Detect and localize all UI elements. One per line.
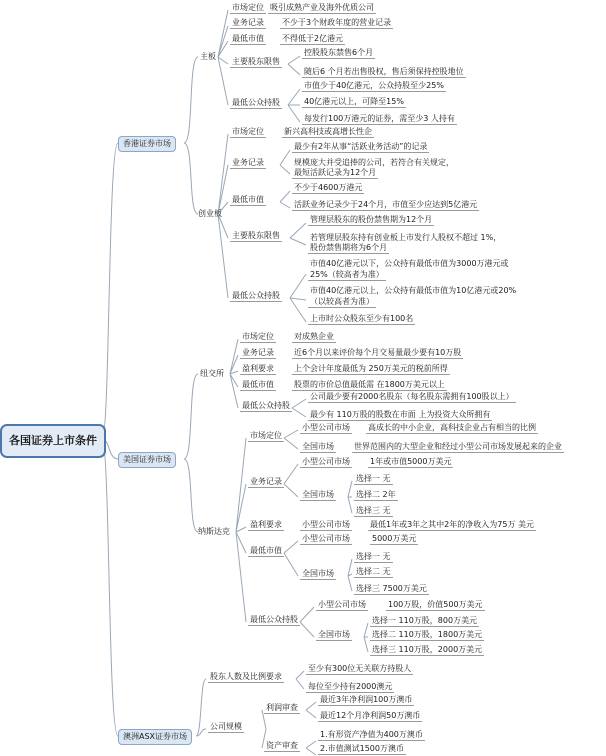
- nyse-record-value: 近6个月以来评价每个月交易量最少要有10万股: [294, 348, 462, 357]
- nyse-cap-label[interactable]: 最低市值: [242, 380, 274, 389]
- root-topic[interactable]: 各国证券上市条件: [0, 424, 106, 458]
- au-market-node[interactable]: 澳洲ASX证券市场: [118, 729, 192, 745]
- hk-main-cap-value: 不得低于2亿港元: [282, 34, 344, 43]
- nasdaq-float-small-value: 100万股，价值500万美元: [388, 600, 483, 609]
- nasdaq-float-option-2: 选择二 110万股，1800万美元: [372, 630, 483, 639]
- hk-main-lock-value-1: 控股股东禁售6个月: [304, 48, 374, 57]
- hk-main-float-value-2: 40亿港元以上，可降至15%: [304, 97, 404, 106]
- au-shareholder-value-1: 至少有300位无关联方持股人: [308, 664, 412, 673]
- hk-gem-position-value: 新兴高科技或高增长性企: [284, 127, 372, 136]
- us-nyse-node[interactable]: 纽交所: [200, 369, 224, 378]
- nasdaq-cap-option-2: 选择二 无: [356, 567, 391, 576]
- nyse-cap-value: 股票的市价总值最低需 在1800万美元以上: [294, 380, 445, 389]
- hk-gem-lock-label[interactable]: 主要股东限售: [232, 231, 280, 240]
- hk-gem-record-label[interactable]: 业务记录: [232, 158, 264, 167]
- nasdaq-cap-option-3: 选择三 7500万美元: [356, 584, 427, 593]
- nasdaq-record-global-label[interactable]: 全国市场: [302, 490, 334, 499]
- hk-main-record-label[interactable]: 业务记录: [232, 18, 264, 27]
- au-asset-label[interactable]: 资产审查: [266, 741, 298, 750]
- hk-gem-float-value-2: 25%（较高者为准）: [310, 270, 384, 279]
- au-asset-value-2: 2.市值测试1500万澳币: [320, 744, 404, 753]
- hk-gem-lock-value-2: 若管理层股东持有创业板上市发行人股权不超过 1%，: [310, 233, 502, 242]
- nyse-position-label[interactable]: 市场定位: [242, 332, 274, 341]
- au-asset-value-1: 1.有形资产净值为400万澳币: [320, 730, 423, 739]
- hk-main-position-value: 吸引成熟产业及海外优质公司: [270, 3, 374, 12]
- nasdaq-record-option-2: 选择二 2年: [356, 490, 396, 499]
- nasdaq-record-small-value: 1年或市值5000万美元: [370, 457, 452, 466]
- nasdaq-cap-label[interactable]: 最低市值: [250, 546, 282, 555]
- nasdaq-record-option-3: 选择三 无: [356, 506, 391, 515]
- nasdaq-profit-label[interactable]: 盈利要求: [250, 520, 282, 529]
- hk-main-lock-value-2: 随后6 个月若出售股权，售后须保持控股地位: [304, 67, 464, 76]
- nyse-profit-value: 上个会计年度最低为 250万美元的税前所得: [294, 364, 448, 373]
- hk-main-cap-label[interactable]: 最低市值: [232, 34, 264, 43]
- hk-main-float-value-1: 市值少于40亿港元，公众持股至少25%: [304, 81, 444, 90]
- nasdaq-cap-small-label[interactable]: 小型公司市场: [302, 534, 350, 543]
- hk-gem-float-value-3: 市值40亿港元以上，公众持有最低市值为10亿港元或20%: [310, 286, 517, 295]
- au-shareholder-label[interactable]: 股东人数及比例要求: [210, 672, 282, 681]
- nasdaq-cap-small-value: 5000万美元: [372, 534, 417, 543]
- hk-gem-lock-value-3: 股份禁售期将为6个月: [310, 243, 388, 252]
- hk-gem-lock-value-1: 管理层股东的股份禁售期为12个月: [310, 215, 433, 224]
- nasdaq-float-option-3: 选择三 110万股，2000万美元: [372, 645, 483, 654]
- hk-main-board-node[interactable]: 主板: [200, 52, 216, 61]
- hk-gem-float-value-5: 上市时公众股东至少有100名: [310, 314, 414, 323]
- nyse-record-label[interactable]: 业务记录: [242, 348, 274, 357]
- hk-gem-record-value-1: 最少有2年从事“活跃业务活动”的记录: [294, 142, 428, 151]
- hk-main-position-label[interactable]: 市场定位: [232, 3, 264, 12]
- hk-main-record-value: 不少于3个财政年度的营业记录: [282, 18, 392, 27]
- hk-gem-float-value-4: （以较高者为准）: [310, 297, 374, 306]
- nasdaq-position-small-label[interactable]: 小型公司市场: [302, 423, 350, 432]
- hk-gem-cap-value-1: 不少于4600万港元: [294, 183, 363, 192]
- nasdaq-record-small-label[interactable]: 小型公司市场: [302, 457, 350, 466]
- nasdaq-float-small-label[interactable]: 小型公司市场: [318, 600, 366, 609]
- nasdaq-profit-small-label[interactable]: 小型公司市场: [302, 520, 350, 529]
- nasdaq-position-small-value: 高成长的中小企业，高科技企业占有相当的比例: [368, 423, 536, 432]
- hk-gem-record-value-2: 规模庞大并受追捧的公司，若符合有关规定，: [294, 158, 454, 167]
- nasdaq-position-global-label[interactable]: 全国市场: [302, 442, 334, 451]
- hk-gem-position-label[interactable]: 市场定位: [232, 127, 264, 136]
- hk-main-float-label[interactable]: 最低公众持股: [232, 98, 280, 107]
- nasdaq-profit-small-value: 最低1年或3年之其中2年的净收入为75万 美元: [370, 520, 534, 529]
- hk-gem-cap-value-2: 活跃业务记录少于24个月，市值至少应达到5亿港元: [294, 200, 478, 209]
- nasdaq-position-global-value: 世界范围内的大型企业和经过小型公司市场发展起来的企业: [354, 442, 562, 451]
- nyse-float-value-1: 公司最少要有2000名股东（每名股东需拥有100股以上）: [310, 392, 514, 401]
- au-profit-value-2: 最近12个月净利润50万澳币: [320, 711, 421, 720]
- au-shareholder-value-2: 每位至少持有2000澳元: [308, 682, 393, 691]
- nasdaq-float-global-label[interactable]: 全国市场: [318, 630, 350, 639]
- nasdaq-float-label[interactable]: 最低公众持股: [250, 615, 298, 624]
- nyse-float-label[interactable]: 最低公众持股: [242, 401, 290, 410]
- hk-gem-cap-label[interactable]: 最低市值: [232, 195, 264, 204]
- au-profit-value-1: 最近3年净利润100万澳币: [320, 695, 413, 704]
- nyse-float-value-2: 最少有 110万股的股数在市面 上为投资大众所拥有: [310, 410, 491, 419]
- nyse-profit-label[interactable]: 盈利要求: [242, 364, 274, 373]
- nyse-position-value: 对成熟企业: [294, 332, 334, 341]
- nasdaq-cap-global-label[interactable]: 全国市场: [302, 569, 334, 578]
- au-profit-label[interactable]: 利润审查: [266, 703, 298, 712]
- hk-gem-float-label[interactable]: 最低公众持股: [232, 291, 280, 300]
- us-market-node[interactable]: 美国证券市场: [118, 452, 176, 468]
- nasdaq-cap-option-1: 选择一 无: [356, 552, 391, 561]
- hk-gem-node[interactable]: 创业板: [198, 209, 222, 218]
- hk-gem-float-value-1: 市值40亿港元以下，公众持有最低市值为3000万港元或: [310, 259, 509, 268]
- hk-main-float-value-3: 每发行100万港元的证券，需至少3 人持有: [304, 114, 455, 123]
- hk-main-lock-label[interactable]: 主要股东限售: [232, 57, 280, 66]
- nasdaq-float-option-1: 选择一 110万股，800万美元: [372, 616, 478, 625]
- nasdaq-record-label[interactable]: 业务记录: [250, 477, 282, 486]
- nasdaq-position-label[interactable]: 市场定位: [250, 431, 282, 440]
- us-nasdaq-node[interactable]: 纳斯达克: [198, 527, 230, 536]
- hk-market-node[interactable]: 香港证券市场: [118, 136, 176, 152]
- au-scale-label[interactable]: 公司规模: [210, 722, 242, 731]
- hk-gem-record-value-3: 最短活跃记录为12个月: [294, 168, 377, 177]
- nasdaq-record-option-1: 选择一 无: [356, 474, 391, 483]
